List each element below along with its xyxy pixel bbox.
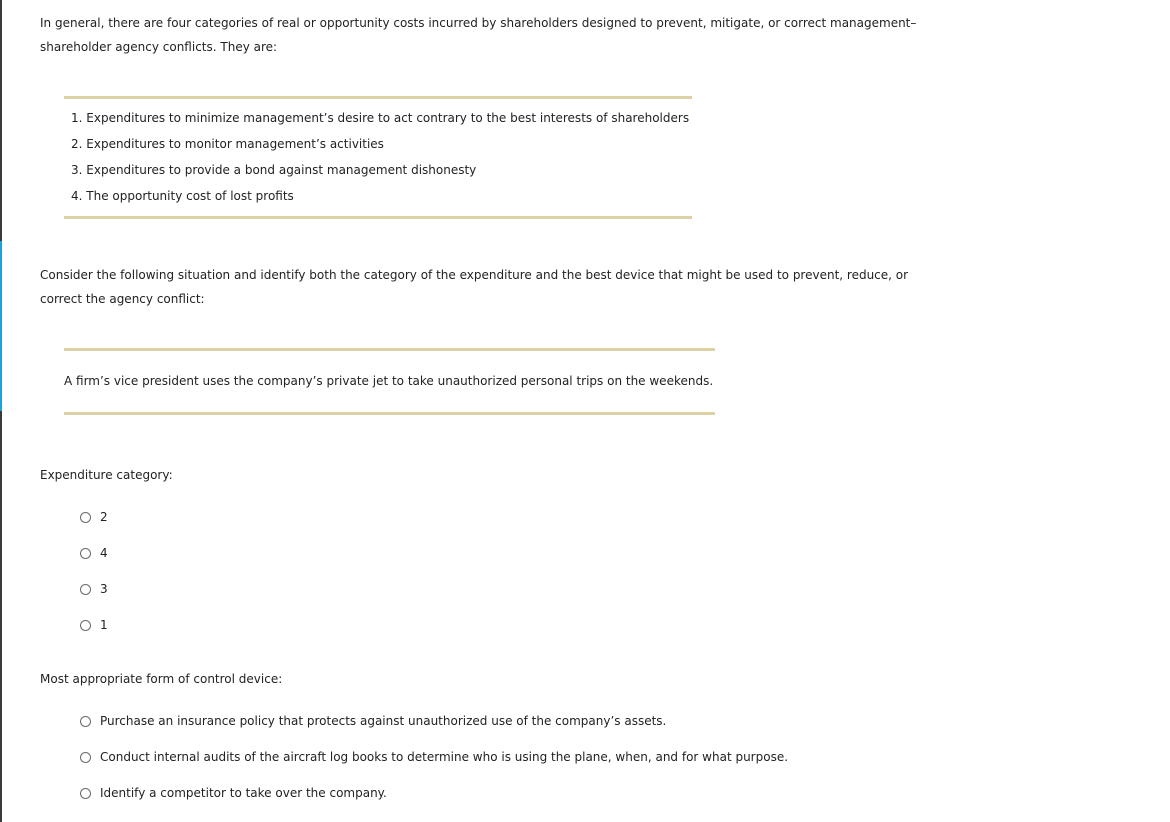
category-item: 1. Expenditures to minimize management’s desire to act contrary to the best interests of shareholders	[71, 111, 690, 125]
radio-button-icon[interactable]	[80, 584, 91, 595]
intro-paragraph	[40, 11, 940, 59]
focus-indicator-bar	[0, 241, 2, 411]
category-item: 4. The opportunity cost of lost profits	[71, 189, 294, 203]
instruction-line-1: Consider the following situation and identify both the category of the expenditure and the best device that might be used to prevent, reduce, or	[40, 268, 909, 282]
device-option-takeover[interactable]	[80, 783, 387, 803]
intro-line-2: shareholder agency conflicts. They are:	[40, 40, 278, 54]
expenditure-option-3[interactable]	[80, 579, 108, 599]
categories-box-top-rule	[64, 96, 692, 99]
expenditure-option-label: 1	[100, 618, 108, 632]
window-left-border	[0, 0, 2, 822]
expenditure-category-label: Expenditure category:	[40, 468, 173, 482]
radio-button-icon[interactable]	[80, 716, 91, 727]
radio-button-icon[interactable]	[80, 548, 91, 559]
radio-button-icon[interactable]	[80, 752, 91, 763]
category-item: 2. Expenditures to monitor management’s activities	[71, 137, 384, 151]
device-option-internal-audit[interactable]	[80, 747, 788, 767]
instruction-line-2: correct the agency conflict:	[40, 292, 205, 306]
scenario-box-bottom-rule	[64, 412, 715, 415]
device-option-insurance[interactable]	[80, 711, 666, 731]
expenditure-option-label: 4	[100, 546, 108, 560]
categories-box-bottom-rule	[64, 216, 692, 219]
device-option-label: Conduct internal audits of the aircraft log books to determine who is using the plane, when, and for what purpose.	[100, 750, 789, 764]
radio-button-icon[interactable]	[80, 620, 91, 631]
scenario-text: A firm’s vice president uses the company’s private jet to take unauthorized personal trips on the weekends.	[64, 374, 714, 388]
control-device-label: Most appropriate form of control device:	[40, 672, 283, 686]
expenditure-option-label: 3	[100, 582, 108, 596]
expenditure-option-4[interactable]	[80, 543, 108, 563]
expenditure-option-2[interactable]	[80, 507, 108, 527]
expenditure-option-label: 2	[100, 510, 108, 524]
radio-button-icon[interactable]	[80, 788, 91, 799]
categories-list	[71, 106, 689, 210]
radio-button-icon[interactable]	[80, 512, 91, 523]
intro-line-1: In general, there are four categories of real or opportunity costs incurred by shareholders designed to prevent, mitigate, or correct management–	[40, 16, 917, 30]
device-option-label: Identify a competitor to take over the company.	[100, 786, 387, 800]
scenario-box-top-rule	[64, 348, 715, 351]
category-item: 3. Expenditures to provide a bond against management dishonesty	[71, 163, 477, 177]
instruction-paragraph	[40, 263, 940, 311]
expenditure-option-1[interactable]	[80, 615, 108, 635]
device-option-label: Purchase an insurance policy that protects against unauthorized use of the company’s assets.	[100, 714, 667, 728]
